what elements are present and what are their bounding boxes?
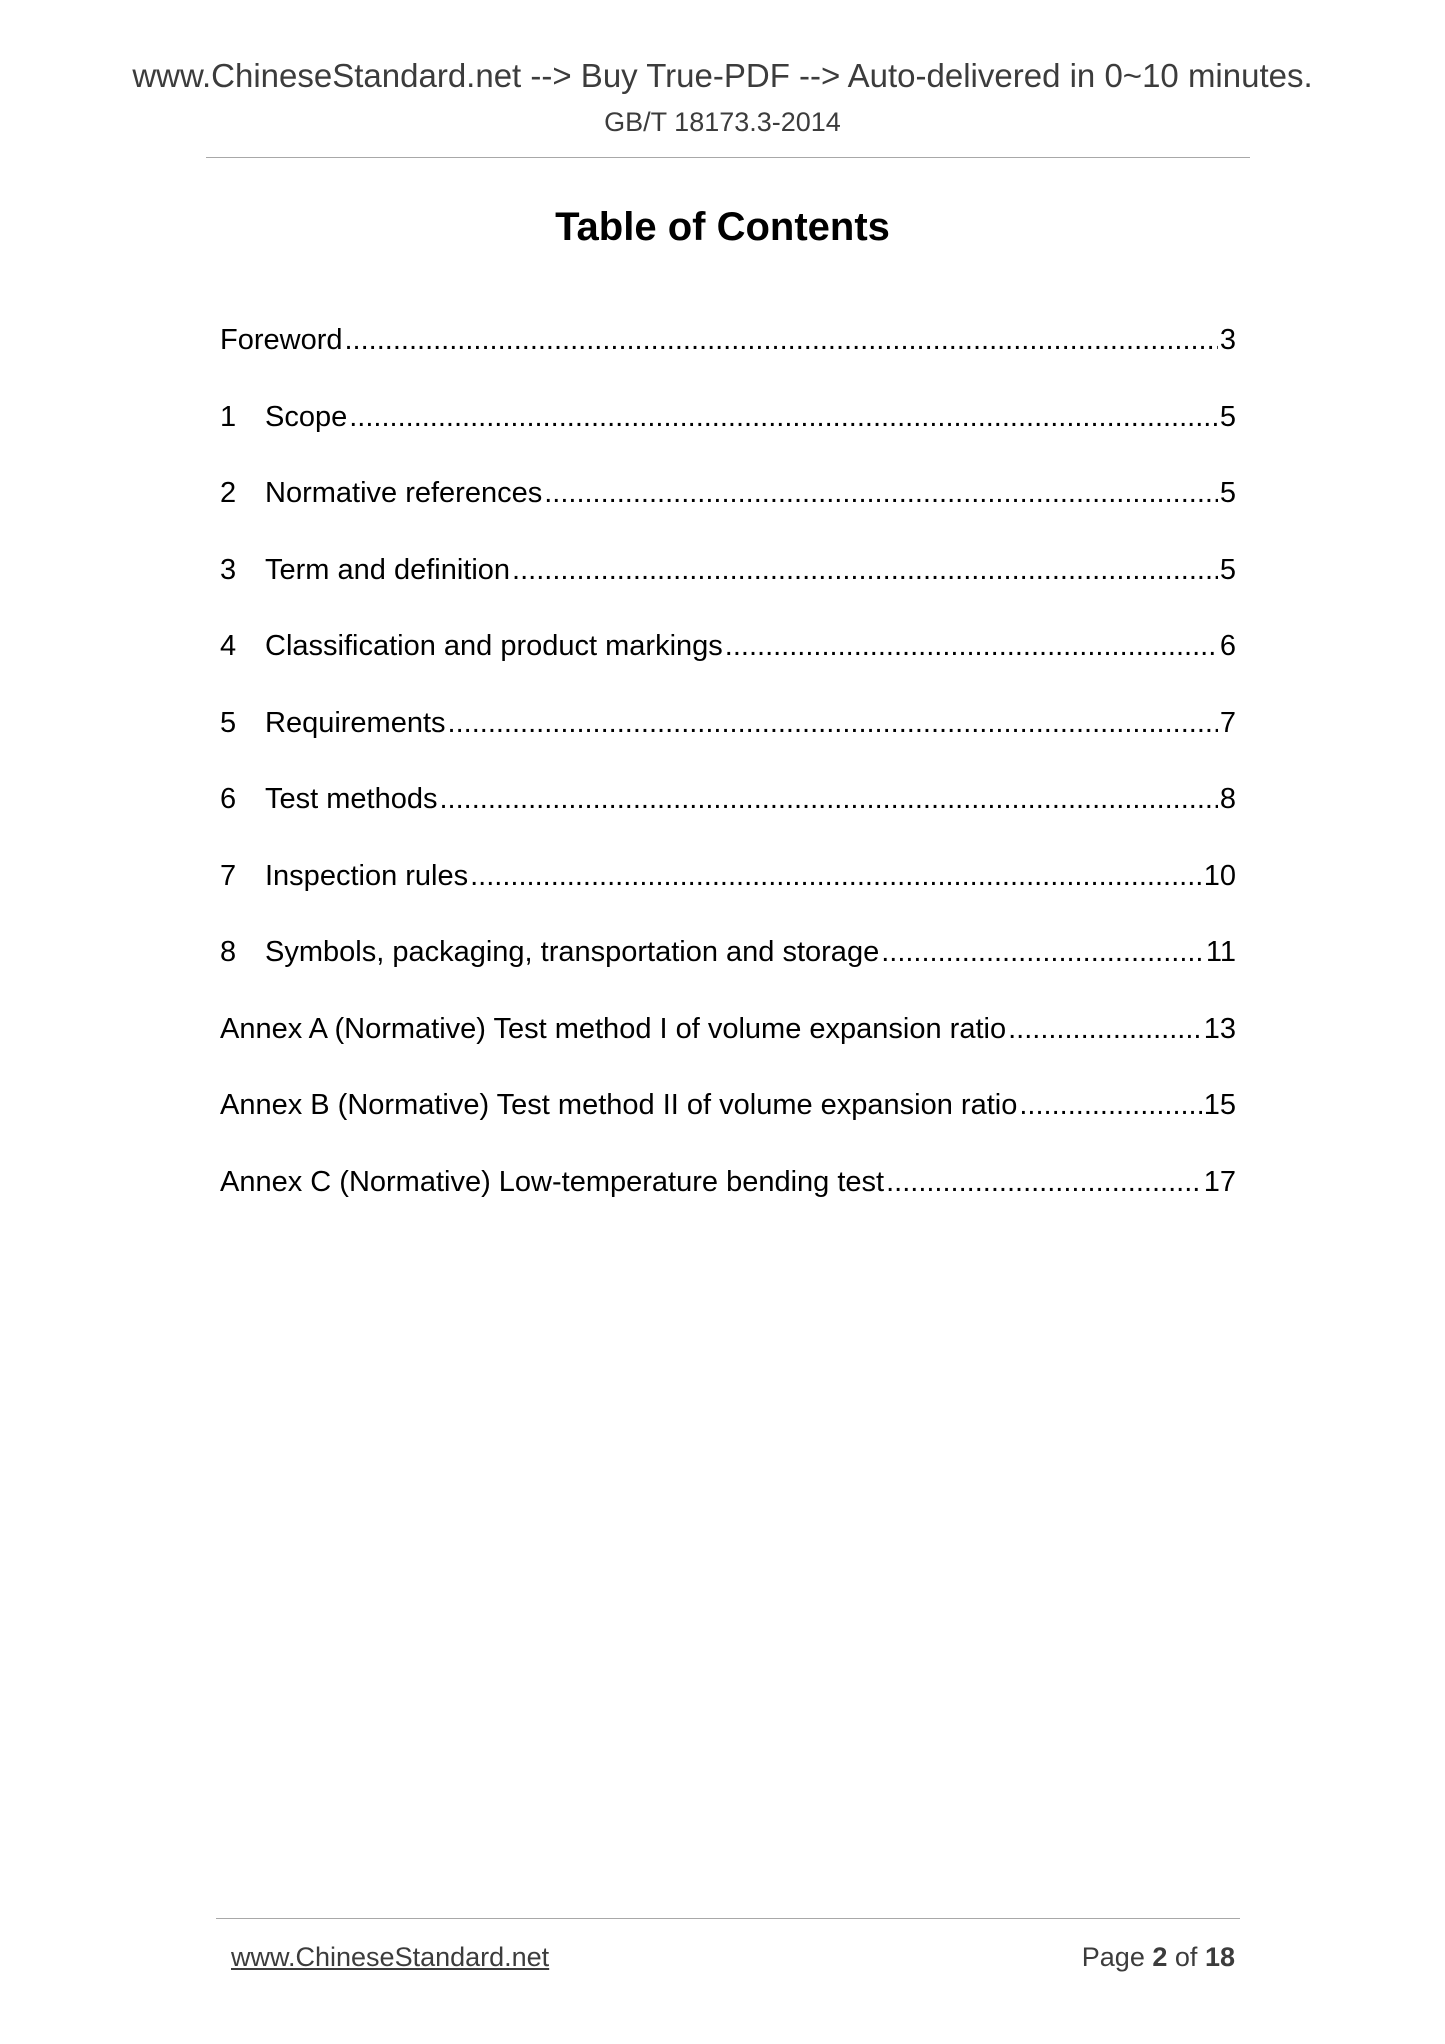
toc-leader-dots — [349, 397, 1218, 437]
toc-entry-annex-b[interactable] — [220, 1085, 1236, 1162]
toc-entry-page: 13 — [1203, 1012, 1236, 1045]
toc-entry-test-methods[interactable] — [220, 779, 1236, 856]
toc-entry-label: Scope — [265, 400, 348, 433]
toc-leader-dots — [345, 320, 1218, 360]
total-pages: 18 — [1204, 1942, 1235, 1972]
toc-entry-page: 7 — [1219, 706, 1236, 739]
header-banner: www.ChineseStandard.net --> Buy True-PDF --> Auto-delivered in 0~10 minutes. — [132, 57, 1313, 94]
toc-entry-scope[interactable] — [220, 397, 1236, 474]
toc-entry-label: Annex B (Normative) Test method II of volume expansion ratio — [220, 1089, 1018, 1121]
toc-entry-label: Normative references — [265, 477, 543, 509]
toc-entry-annex-c[interactable] — [220, 1162, 1236, 1239]
toc-entry-page: 5 — [1219, 553, 1236, 586]
toc-entry-label: Foreword — [220, 324, 343, 356]
toc-leader-dots — [1008, 1009, 1202, 1049]
toc-title: Table of Contents — [555, 205, 890, 249]
toc-entry-classification[interactable] — [220, 626, 1236, 703]
toc-leader-dots — [886, 1162, 1202, 1202]
toc-entry-number: 8 — [220, 936, 237, 968]
toc-entry-label: Requirements — [265, 706, 446, 739]
page-prefix: Page — [1081, 1942, 1145, 1972]
toc-leader-dots — [881, 932, 1204, 972]
toc-entry-page: 3 — [1219, 324, 1236, 356]
footer-website-link[interactable]: www.ChineseStandard.net — [231, 1942, 550, 1972]
toc-leader-dots — [725, 626, 1218, 666]
toc-leader-dots — [512, 550, 1218, 590]
toc-entry-page: 15 — [1203, 1089, 1236, 1121]
toc-leader-dots — [1019, 1085, 1201, 1125]
toc-entry-number: 5 — [220, 706, 237, 739]
toc-entry-page: 17 — [1203, 1165, 1236, 1198]
toc-entry-number: 6 — [220, 783, 237, 815]
toc-entry-label: Inspection rules — [265, 859, 469, 892]
toc-entry-page: 5 — [1219, 400, 1236, 433]
footer-divider — [216, 1918, 1240, 1919]
toc-leader-dots — [544, 473, 1218, 513]
toc-entry-number: 3 — [220, 553, 237, 586]
toc-entry-label: Symbols, packaging, transportation and storage — [265, 936, 880, 968]
toc-entry-annex-a[interactable] — [220, 1009, 1236, 1086]
toc-leader-dots — [470, 856, 1202, 896]
toc-entry-foreword[interactable] — [220, 320, 1236, 397]
toc-leader-dots — [439, 779, 1217, 819]
toc-entry-number: 2 — [220, 477, 237, 509]
toc-entry-number: 4 — [220, 630, 237, 662]
document-code: GB/T 18173.3-2014 — [604, 107, 841, 137]
toc-entry-page: 11 — [1205, 936, 1236, 968]
toc-entry-symbols-packaging[interactable] — [220, 932, 1236, 1009]
toc-entry-term-and-definition[interactable] — [220, 550, 1236, 627]
current-page: 2 — [1152, 1942, 1168, 1972]
toc-entry-page: 6 — [1219, 630, 1236, 662]
toc-entry-label: Annex A (Normative) Test method I of volume expansion ratio — [220, 1012, 1007, 1045]
toc-entry-normative-references[interactable] — [220, 473, 1236, 550]
toc-leader-dots — [448, 703, 1218, 743]
header-divider — [206, 157, 1250, 158]
toc-entry-requirements[interactable] — [220, 703, 1236, 780]
footer-page-number — [1082, 1940, 1235, 1974]
table-of-contents — [220, 320, 1236, 1238]
toc-entry-number: 1 — [220, 400, 237, 433]
toc-entry-label: Annex C (Normative) Low-temperature bending test — [220, 1165, 885, 1198]
toc-entry-page: 5 — [1219, 477, 1236, 509]
toc-entry-label: Classification and product markings — [265, 630, 723, 662]
toc-entry-label: Test methods — [265, 783, 438, 815]
toc-entry-label: Term and definition — [265, 553, 511, 586]
page-of: of — [1174, 1942, 1198, 1972]
toc-entry-number: 7 — [220, 859, 237, 892]
toc-entry-page: 8 — [1219, 783, 1236, 815]
toc-entry-page: 10 — [1203, 859, 1236, 892]
toc-entry-inspection-rules[interactable] — [220, 856, 1236, 933]
